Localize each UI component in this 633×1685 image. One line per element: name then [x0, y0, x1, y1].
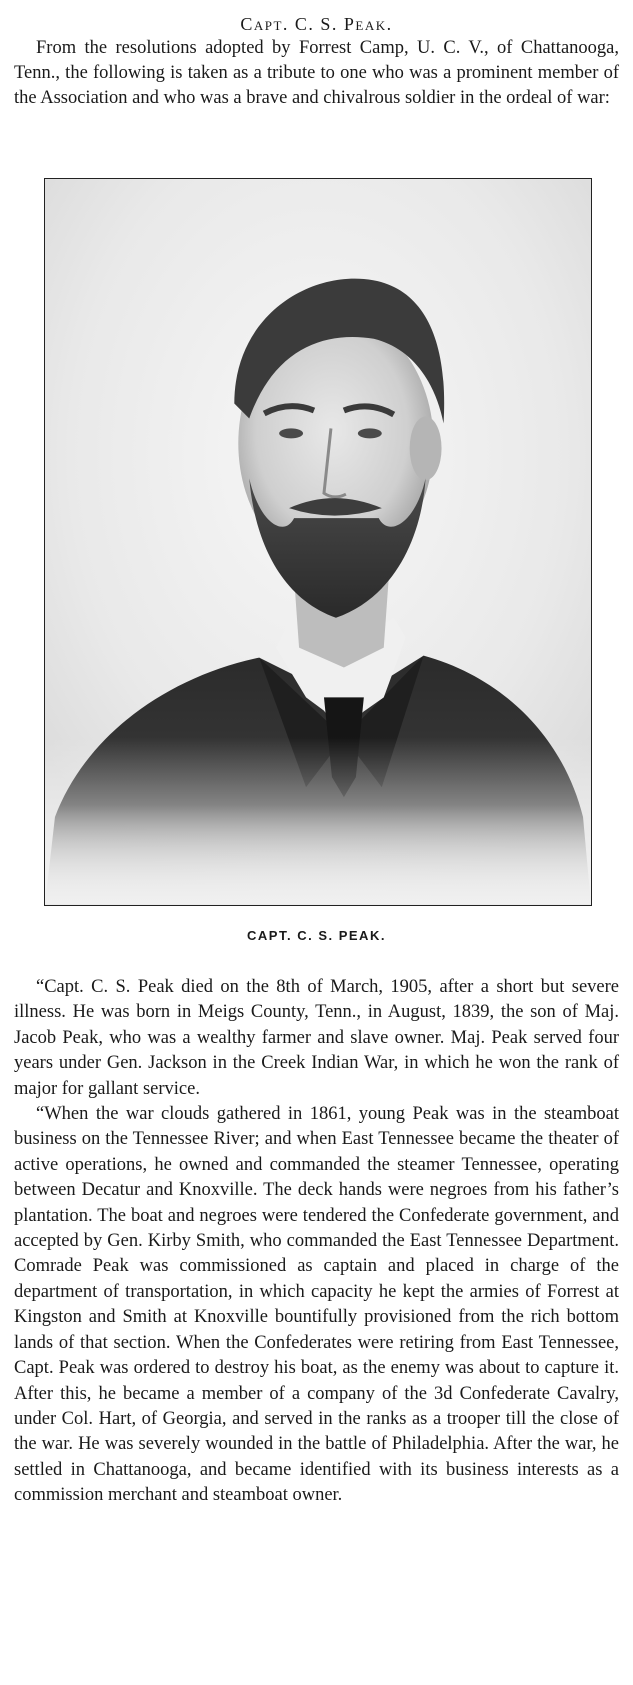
portrait-illustration	[45, 179, 591, 905]
portrait-caption: CAPT. C. S. PEAK.	[247, 928, 386, 943]
body-paragraph: “Capt. C. S. Peak died on the 8th of March, 1905, after a short but severe illness. He was born in Meigs County, Tenn., in August, 1839, the son of Maj. Jacob Peak, who was a wealthy farmer and slave owner. Maj. Peak served four years under Gen. Jackson in the Creek Indian War, in which he won the rank of major for gallant service.	[14, 977, 619, 1099]
intro-paragraph: From the resolutions adopted by Forrest Camp, U. C. V., of Chattanooga, Tenn., the following is taken as a tribute to one who was a prominent member of the Association and who was a brave and chivalrous soldier in the ordeal of war:	[14, 38, 619, 108]
body-paragraph: “When the war clouds gathered in 1861, young Peak was in the steamboat business on the Tennessee River; and when East Tennessee became the theater of active operations, he owned and commanded the steamer Tennessee, operating between Decatur and Knoxville. The deck hands were negroes from his father’s plantation. The boat and negroes were tendered the Confederate government, and accepted by Gen. Kirby Smith, who commanded the East Tennessee Department. Comrade Peak was commissioned as captain and placed in charge of the department of transportation, in which capacity he kept the armies of Forrest at Kingston and Smith at Knoxville bountifully provisioned from the rich bottom lands of that section. When the Confederates were retiring from East Tennessee, Capt. Peak was ordered to destroy his boat, as the enemy was about to capture it. After this, he became a member of a company of the 3d Confederate Cavalry, under Col. Hart, of Georgia, and served in the ranks as a trooper till the close of the war. He was severely wounded in the battle of Philadelphia. After the war, he settled in Chattanooga, and became identified with its business interests as a commission merchant and steamboat owner.	[14, 1104, 619, 1506]
article-heading: Capt. C. S. Peak.	[240, 14, 393, 34]
article-body	[14, 975, 619, 1509]
portrait-photograph	[44, 178, 592, 906]
document-page	[14, 0, 619, 1506]
